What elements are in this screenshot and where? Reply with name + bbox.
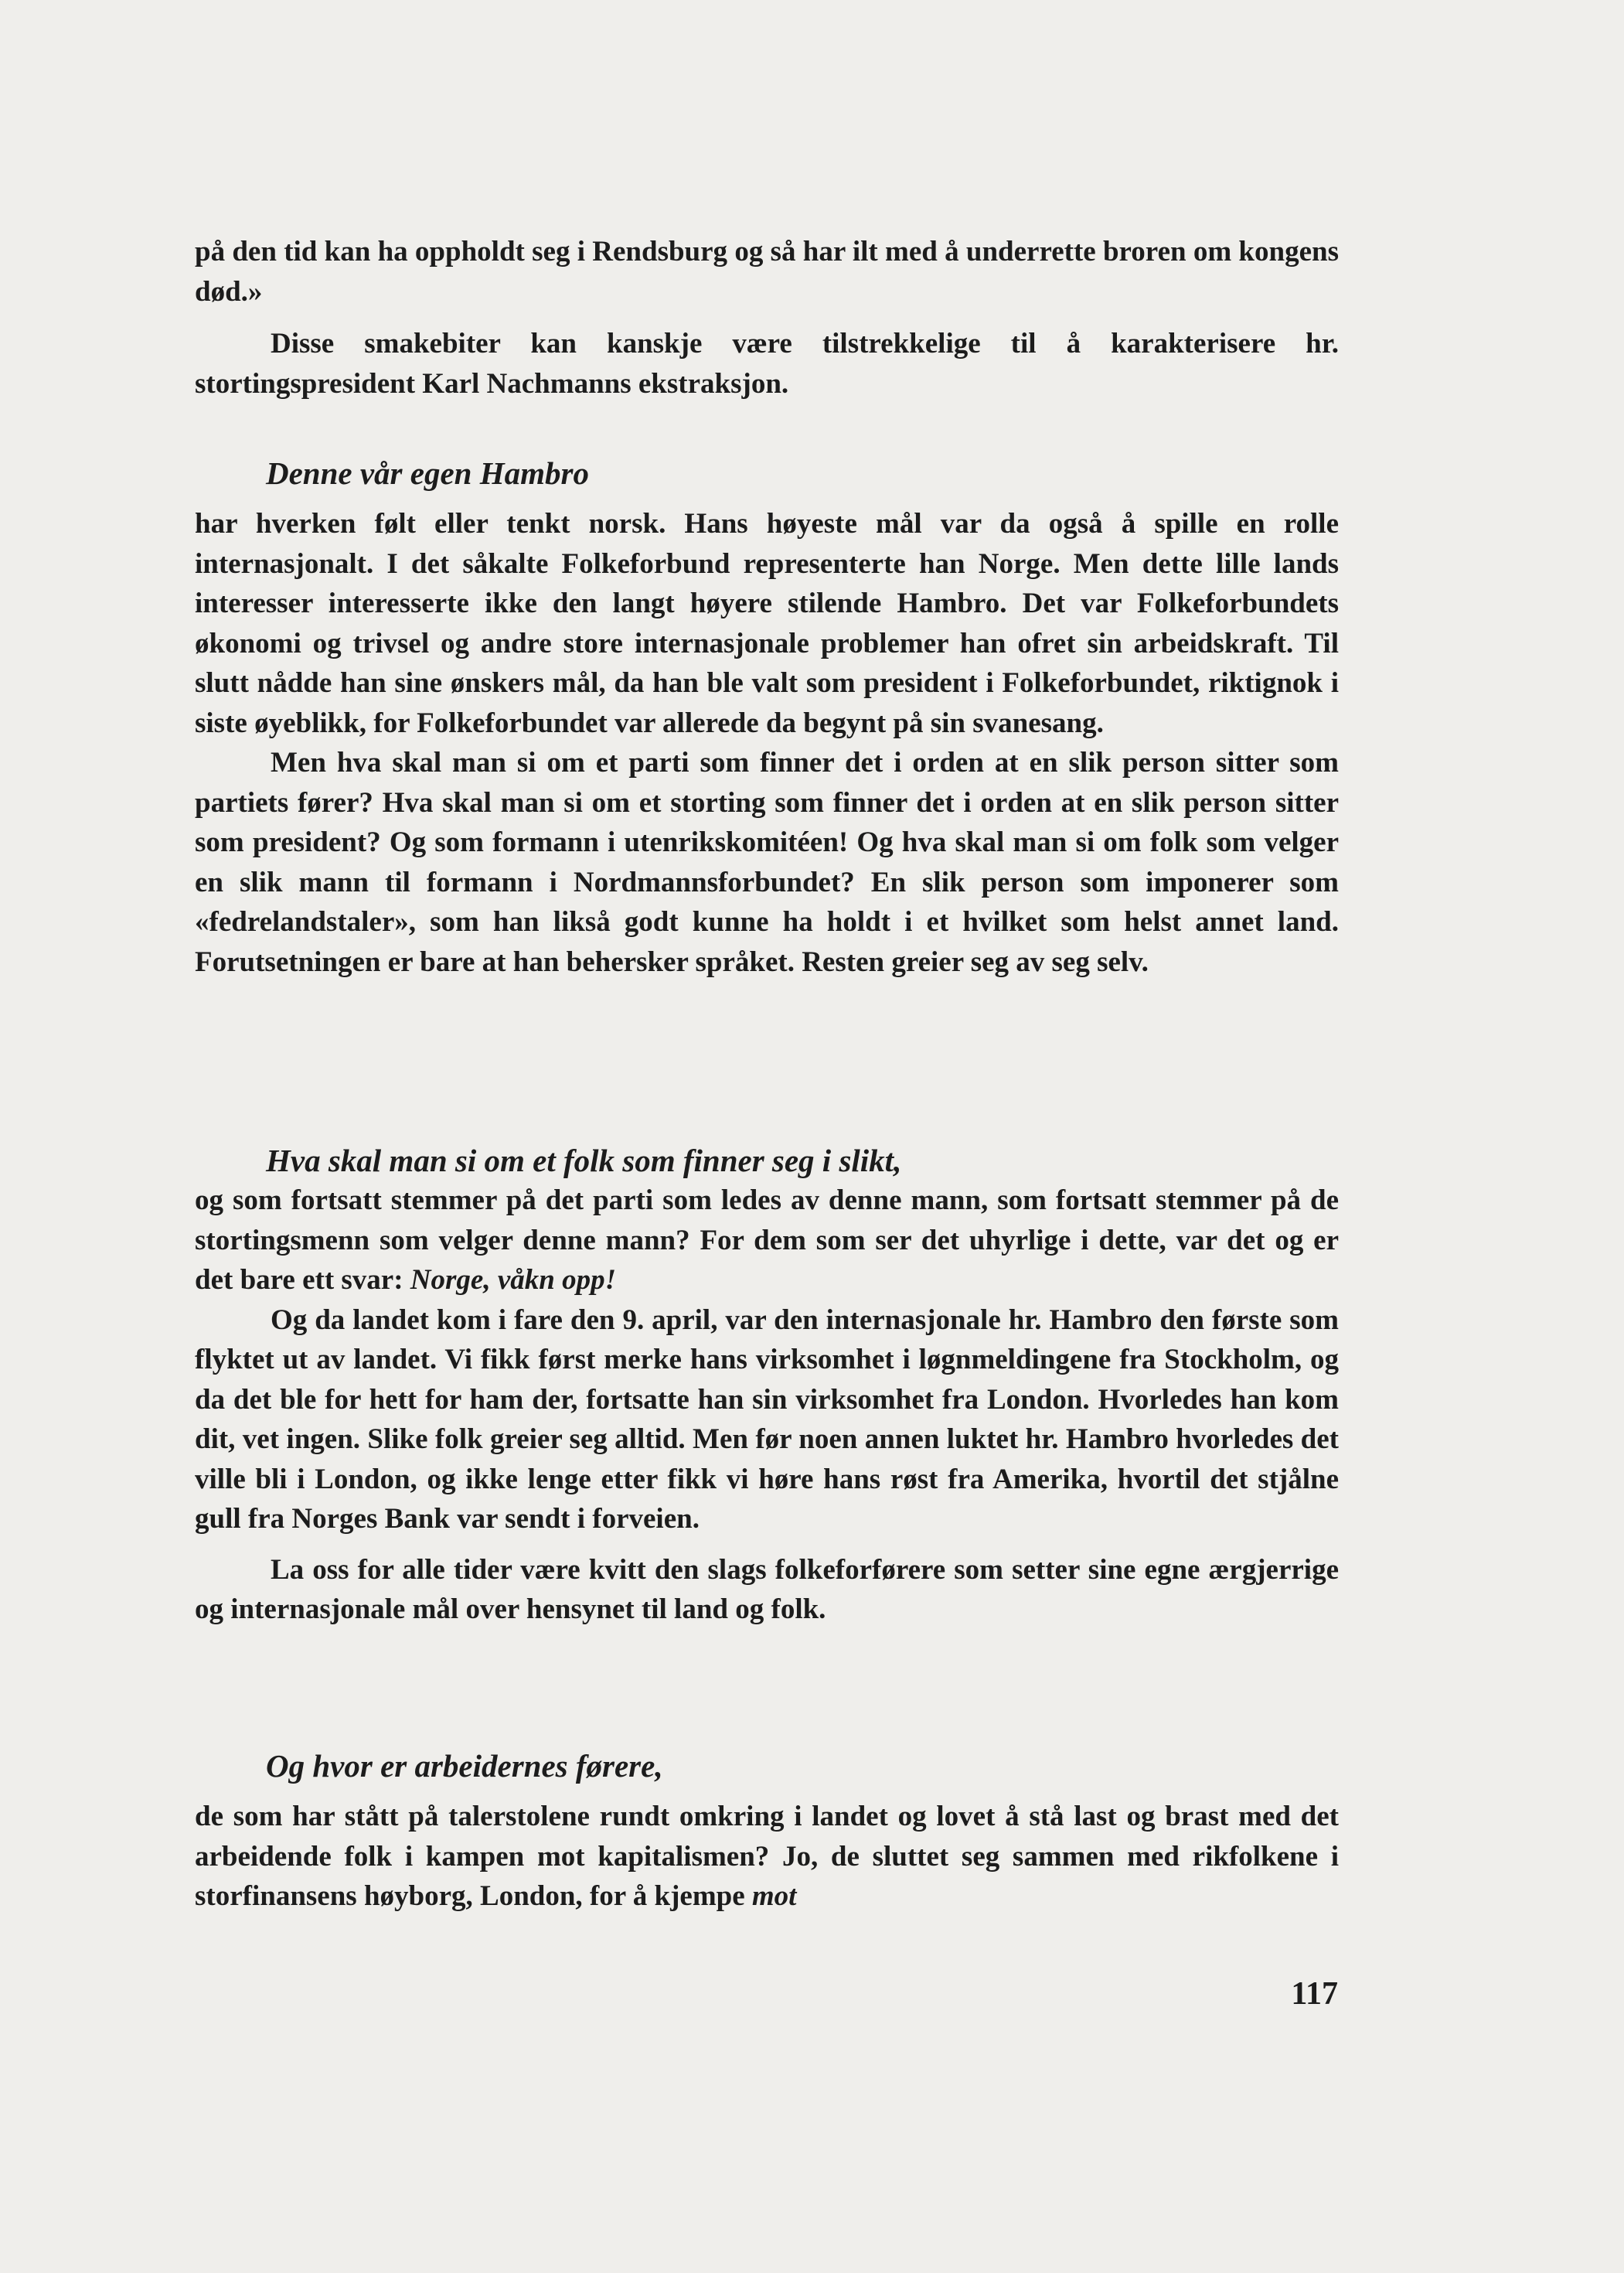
section-2 bbox=[195, 1140, 1339, 1630]
paragraph-text: og som fortsatt stemmer på det parti som ledes av denne mann, som fortsatt stemmer på de stortingsmenn som velger denne mann? For dem som ser det uhyrlige i dette, var det og er det bare ett svar: bbox=[195, 1184, 1339, 1296]
section-heading: Hva skal man si om et folk som finner seg i slikt, bbox=[266, 1143, 902, 1178]
paragraph-text: de som har stått på talerstolene rundt omkring i landet og lovet å stå last og brast med det arbeidende folk i kampen mot kapitalismen? Jo, de sluttet seg sammen med rikfolkene i storfinansens høyborg, London, for å kjempe bbox=[195, 1801, 1339, 1912]
paragraph: Og da landet kom i fare den 9. april, var den internasjonale hr. Hambro den første som flyktet ut av landet. Vi fikk først merke hans virksomhet i løgnmeldingene fra Stockholm, og da det ble for hett for ham der, fortsatte han sin virksomhet fra London. Hvorledes han kom dit, vet ingen. Slike folk greier seg alltid. Men før noen annen luktet hr. Hambro hvorledes det ville bli i London, og ikke lenge etter fikk vi høre hans røst fra Amerika, hvortil det stjålne gull fra Norges Bank var sendt i forveien. bbox=[195, 1303, 1339, 1535]
body-text bbox=[195, 232, 1339, 404]
page-number: 117 bbox=[1291, 1976, 1338, 2012]
emphasis-text: mot bbox=[751, 1880, 797, 1912]
emphasis-text: Norge, våkn opp! bbox=[410, 1264, 616, 1296]
paragraph bbox=[195, 1797, 1339, 1917]
section-heading: Denne vår egen Hambro bbox=[266, 455, 589, 491]
paragraph: har hverken følt eller tenkt norsk. Hans høyeste mål var da også å spille en rolle internasjonalt. I det såkalte Folkeforbund representerte han Norge. Men dette lille lands interesser interesserte ikke den langt høyere stilende Hambro. Det var Folkeforbundets økonomi og trivsel og andre store internasjonale problemer han ofret sin arbeidskraft. Til slutt nådde han sine ønskers mål, da han ble valt som president i Folkeforbundet, riktignok i siste øyeblikk, for Folkeforbundet var allerede da begynt på sin svanesang. bbox=[195, 508, 1339, 739]
paragraph: La oss for alle tider være kvitt den slags folkeforførere som setter sine egne ærgjerrige og internasjonale mål over hensynet til land og folk. bbox=[195, 1553, 1339, 1625]
paragraph-continuation: på den tid kan ha oppholdt seg i Rendsburg og så har ilt med å underrette broren om kongens død.» bbox=[195, 236, 1339, 308]
paragraph: Men hva skal man si om et parti som finner det i orden at en slik person sitter som partiets fører? Hva skal man si om et storting som finner det i orden at en slik person sitter som president? Og som formann i utenrikskomitéen! Og hva skal man si om folk som velger en slik mann til formann i Nordmannsforbundet? En slik person som imponerer som «fedrelandstaler», som han likså godt kunne ha holdt i et hvilket som helst annet land. Forutsetningen er bare at han behersker språket. Resten greier seg av seg selv. bbox=[195, 747, 1339, 978]
section-1 bbox=[195, 453, 1339, 982]
paragraph bbox=[195, 1181, 1339, 1300]
section-heading: Og hvor er arbeidernes førere, bbox=[266, 1748, 663, 1784]
section-3 bbox=[195, 1746, 1339, 1917]
paragraph: Disse smakebiter kan kanskje være tilstrekkelige til å karakterisere hr. stortingspresident Karl Nachmanns ekstraksjon. bbox=[195, 328, 1339, 400]
